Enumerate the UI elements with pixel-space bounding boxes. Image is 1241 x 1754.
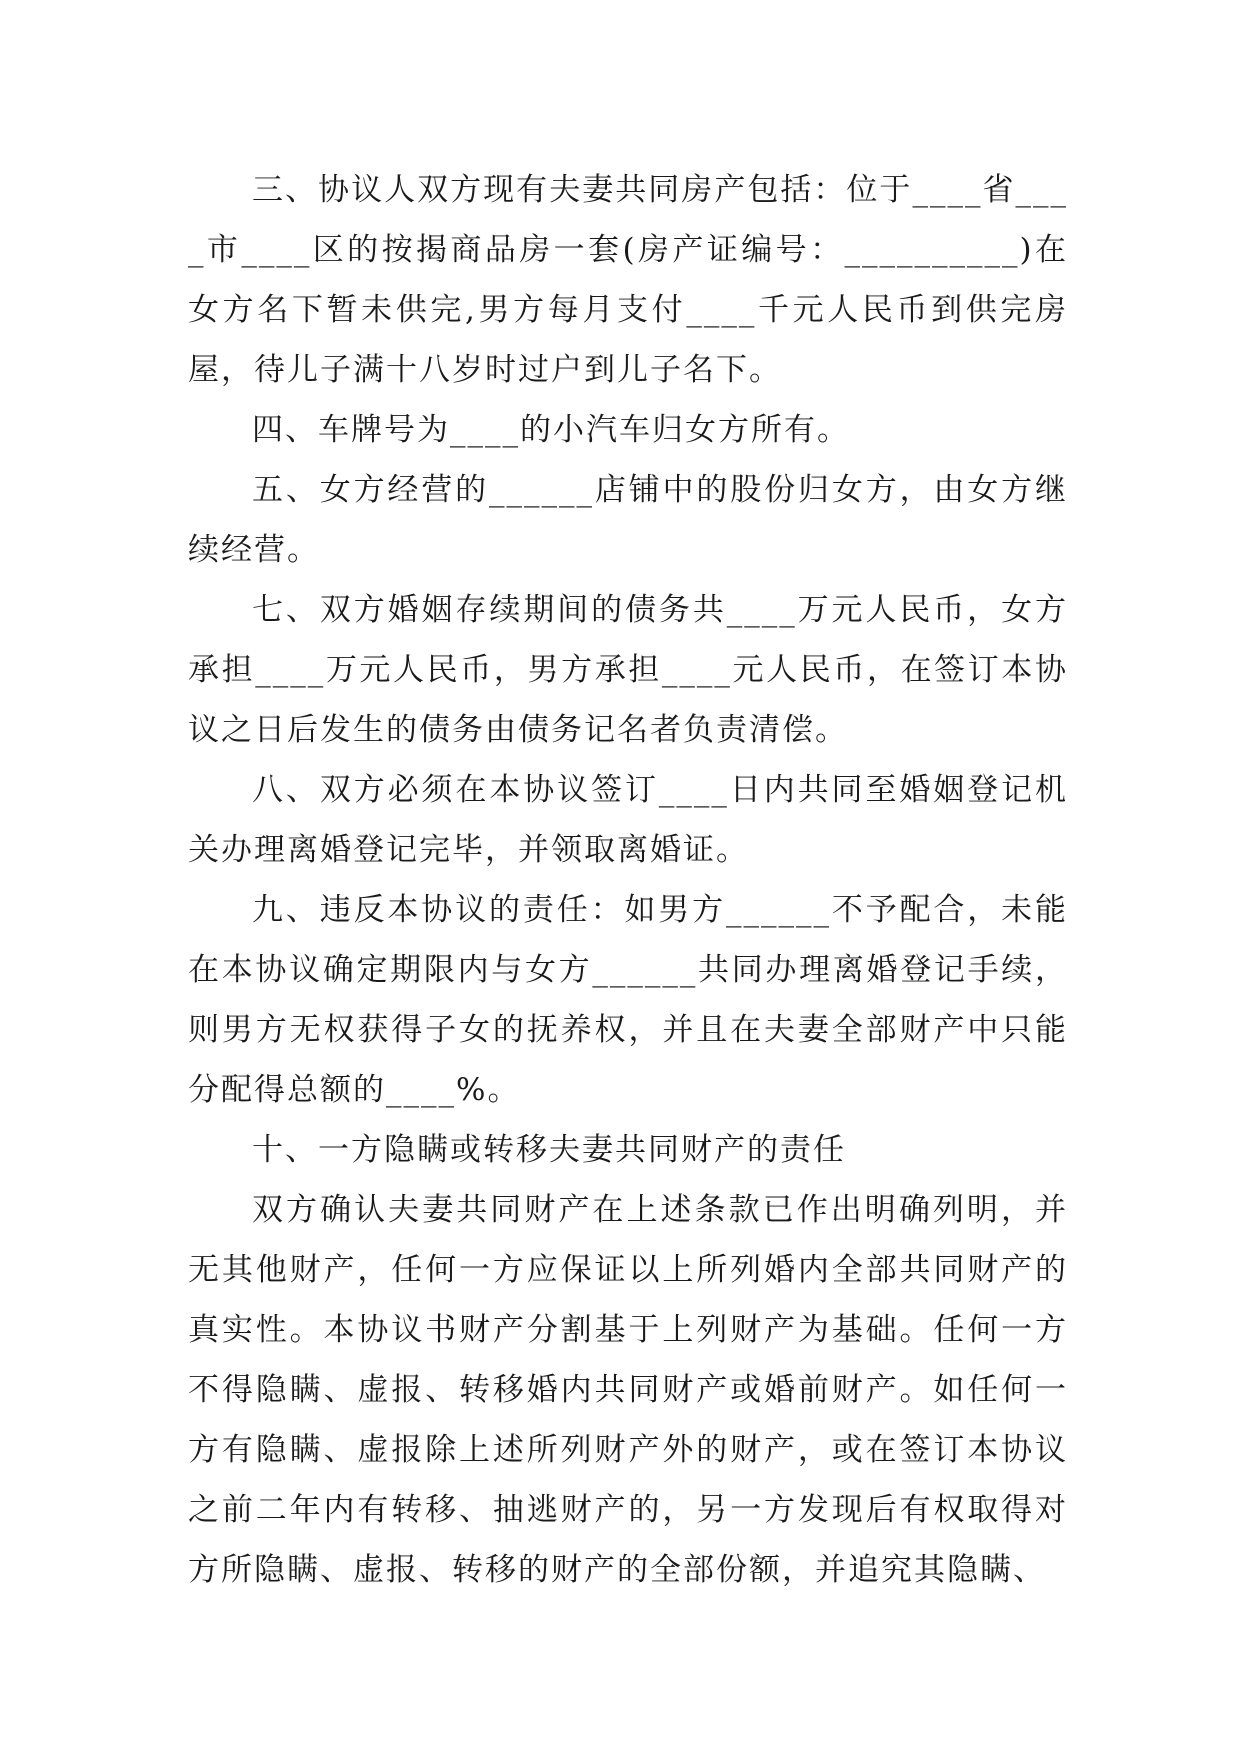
paragraph-clause-4-vehicle: 四、车牌号为____的小汽车归女方所有。 (252, 412, 850, 448)
paragraph-clause-8-registration: 八、双方必须在本协议签订____日内共同至婚姻登记机关办理离婚登记完毕，并领取离婚证。 (188, 772, 1068, 868)
document-body (188, 160, 1068, 1600)
paragraph-clause-9-liability: 九、违反本协议的责任：如男方______不予配合，未能在本协议确定期限内与女方______共同办理离婚登记手续，则男方无权获得子女的抚养权，并且在夫妻全部财产中只能分配得总额的____%。 (188, 892, 1068, 1108)
paragraph-clause-7-debts: 七、双方婚姻存续期间的债务共____万元人民币，女方承担____万元人民币，男方承担____元人民币，在签订本协议之日后发生的债务由债务记名者负责清偿。 (188, 592, 1068, 748)
paragraph-clause-3-property: 三、协议人双方现有夫妻共同房产包括：位于____省____市____区的按揭商品房一套(房产证编号：__________)在女方名下暂未供完,男方每月支付____千元人民币到供完房屋，待儿子满十八岁时过户到儿子名下。 (188, 172, 1068, 388)
paragraph-clause-10-body: 双方确认夫妻共同财产在上述条款已作出明确列明，并无其他财产，任何一方应保证以上所列婚内全部共同财产的真实性。本协议书财产分割基于上列财产为基础。任何一方不得隐瞒、虚报、转移婚内共同财产或婚前财产。如任何一方有隐瞒、虚报除上述所列财产外的财产，或在签订本协议之前二年内有转移、抽逃财产的，另一方发现后有权取得对方所隐瞒、虚报、转移的财产的全部份额，并追究其隐瞒、 (188, 1192, 1068, 1588)
paragraph-clause-10-heading: 十、一方隐瞒或转移夫妻共同财产的责任 (252, 1132, 846, 1168)
paragraph-clause-5-shop-shares: 五、女方经营的______店铺中的股份归女方，由女方继续经营。 (188, 472, 1068, 568)
